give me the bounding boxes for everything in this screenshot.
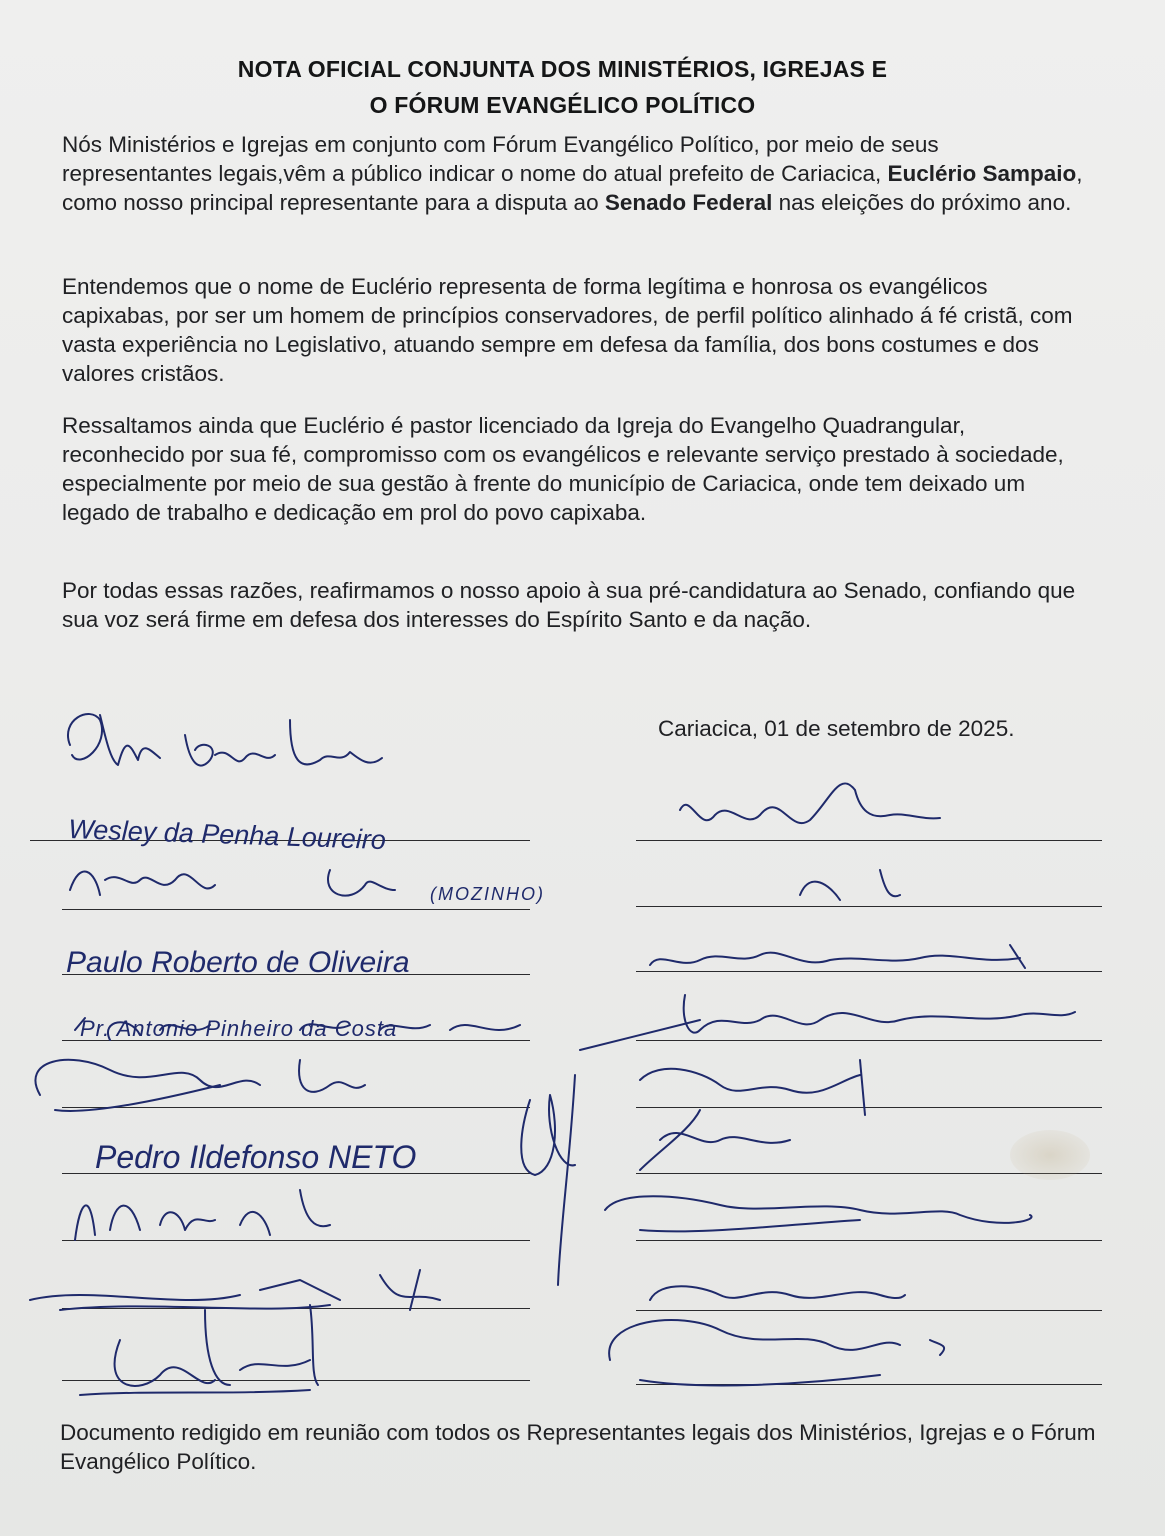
- signature-line: [636, 1107, 1102, 1108]
- paragraph-1-text-a: Nós Ministérios e Igrejas em conjunto com Fórum Evangélico Político, por meio de seus representantes legais,vêm a público indicar o nome do atual prefeito de Cariacica,: [62, 132, 939, 186]
- signature-line: [636, 1240, 1102, 1241]
- signature-text: Pr. Antonio Pinheiro da Costa: [80, 1016, 398, 1041]
- signature-scribble: [605, 1196, 1032, 1231]
- signature-line: [62, 974, 530, 975]
- signature-text: (MOZINHO): [430, 884, 545, 904]
- signature-line: [636, 1040, 1102, 1041]
- dateline: Cariacica, 01 de setembro de 2025.: [658, 716, 1015, 741]
- signature-line: [636, 1384, 1102, 1385]
- signature-line: [62, 1380, 530, 1381]
- signature-line: [30, 840, 530, 841]
- signature-scribble: [75, 1018, 520, 1040]
- signature-line: [636, 971, 1102, 972]
- signature-line: [62, 1107, 530, 1108]
- paragraph-1-text-c: , como nosso principal representante para a disputa ao: [62, 161, 1083, 215]
- footer-note: Documento redigido em reunião com todos os Representantes legais dos Ministérios, Igrejas e o Fórum Evangélico Político.: [60, 1420, 1096, 1474]
- paragraph-3: Ressaltamos ainda que Euclério é pastor licenciado da Igreja do Evangelho Quadrangular, reconhecido por sua fé, compromisso com os evangélicos e relevante serviço prestado à sociedade, especialmente por meio de sua gestão à frente do município de Cariacica, onde tem deixado um legado de trabalho e dedicação em prol do povo capixaba.: [62, 413, 1064, 525]
- signature-line: [62, 1240, 530, 1241]
- paragraph-1: [62, 130, 1092, 217]
- signature-scribble: [68, 714, 382, 766]
- senate-label: Senado Federal: [604, 190, 773, 215]
- document-title-line2: O FÓRUM EVANGÉLICO POLÍTICO: [369, 92, 756, 118]
- signature-scribble: [580, 995, 1075, 1050]
- signature-line: [62, 909, 530, 910]
- paragraph-2: Entendemos que o nome de Euclério representa de forma legítima e honrosa os evangélicos capixabas, por ser um homem de princípios conservadores, de perfil político alinhado á fé cristã, com vasta experiência no Legislativo, atuando sempre em defesa da família, dos bons costumes e dos valores cristãos.: [62, 274, 1073, 386]
- signature-scribble: [35, 1060, 365, 1111]
- signature-scribble: [30, 1270, 440, 1310]
- signature-scribble: [640, 1110, 790, 1170]
- signature-line: [62, 1040, 530, 1041]
- signature-scribble: [75, 1190, 330, 1240]
- signature-text: Paulo Roberto de Oliveira: [66, 946, 410, 979]
- signature-scribble: [80, 1305, 318, 1395]
- paragraph-1-text-e: nas eleições do próximo ano.: [772, 190, 1072, 215]
- paper-stain: [1010, 1130, 1090, 1180]
- signature-scribble: [800, 870, 900, 900]
- signature-scribble: [680, 783, 940, 823]
- candidate-name: Euclério Sampaio: [887, 161, 1077, 186]
- signature-line: [62, 1173, 530, 1174]
- paragraph-4: Por todas essas razões, reafirmamos o nosso apoio à sua pré-candidatura ao Senado, confiando que sua voz será firme em defesa dos interesses do Espírito Santo e da nação.: [62, 578, 1076, 632]
- signature-scribble: [650, 945, 1025, 968]
- signature-scribble: [70, 870, 395, 896]
- signature-scribble: [650, 1286, 905, 1300]
- signature-line: [636, 1310, 1102, 1311]
- signature-scribble: [609, 1320, 944, 1385]
- signature-text: Pedro Ildefonso NETO: [95, 1139, 417, 1175]
- signature-line: [62, 1308, 530, 1309]
- signature-line: [636, 906, 1102, 907]
- document-title-line1: NOTA OFICIAL CONJUNTA DOS MINISTÉRIOS, IGREJAS E: [237, 56, 888, 82]
- signature-text: Wesley da Penha Loureiro: [67, 814, 387, 856]
- signature-line: [636, 840, 1102, 841]
